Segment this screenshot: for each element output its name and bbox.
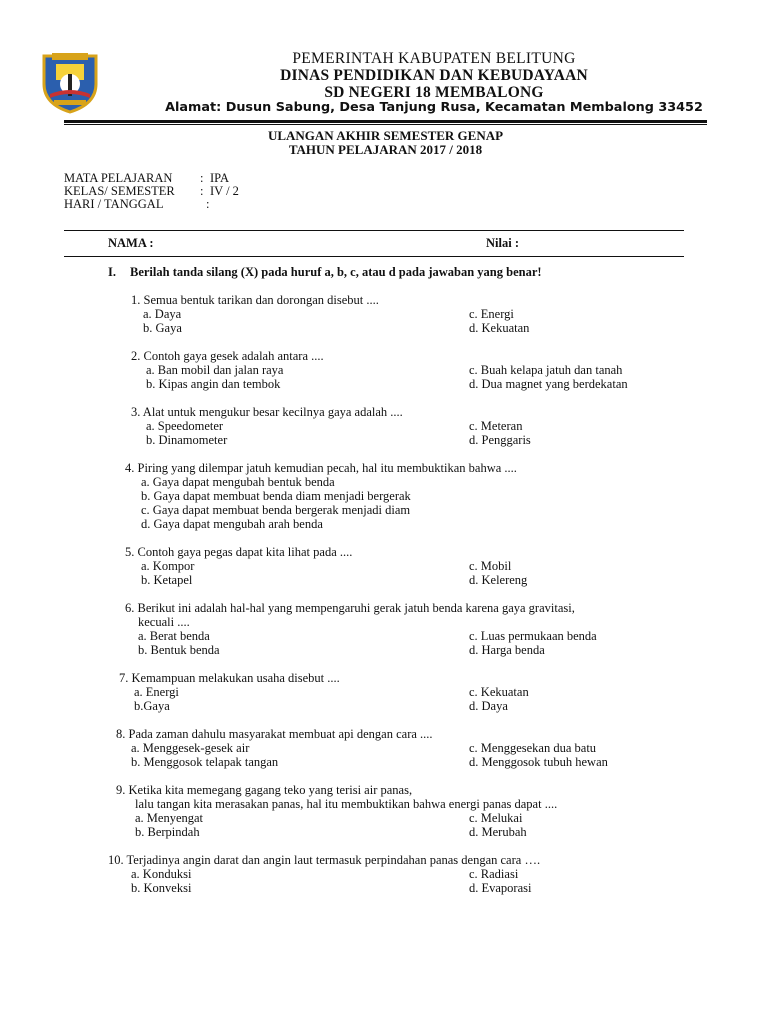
header-department: DINAS PENDIDIKAN DAN KEBUDAYAAN <box>280 67 588 84</box>
question-text: 4. Piring yang dilempar jatuh kemudian pecah, hal itu membuktikan bahwa .... <box>125 461 517 475</box>
meta-value: IPA <box>210 171 229 185</box>
option-a: a. Menyengat <box>135 811 204 825</box>
option-b: b. Menggosok telapak tangan <box>131 755 279 769</box>
question-text-continued: kecuali .... <box>138 615 190 629</box>
meta-sep: : <box>200 171 204 185</box>
question-text: 3. Alat untuk mengukur besar kecilnya gaya adalah .... <box>131 405 403 419</box>
option-c: c. Melukai <box>469 811 523 825</box>
option-a: a. Berat benda <box>138 629 210 643</box>
option-b: b. Gaya dapat membuat benda diam menjadi bergerak <box>141 489 411 503</box>
section-number: I. <box>108 265 116 279</box>
header-government: PEMERINTAH KABUPATEN BELITUNG <box>292 50 576 67</box>
option-a: a. Menggesek-gesek air <box>131 741 250 755</box>
option-c: c. Meteran <box>469 419 523 433</box>
option-b: b.Gaya <box>134 699 170 713</box>
question-text-continued: lalu tangan kita merasakan panas, hal itu membuktikan bahwa energi panas dapat .... <box>135 797 558 811</box>
option-a: a. Ban mobil dan jalan raya <box>146 363 284 377</box>
option-a: a. Konduksi <box>131 867 192 881</box>
student-name-label: NAMA : <box>108 236 154 250</box>
name-box-bottom-line <box>64 256 684 257</box>
question-text: 6. Berikut ini adalah hal-hal yang mempengaruhi gerak jatuh benda karena gaya gravitasi, <box>125 601 575 615</box>
option-d: d. Kekuatan <box>469 321 530 335</box>
option-b: b. Bentuk benda <box>138 643 220 657</box>
option-b: b. Ketapel <box>141 573 193 587</box>
option-c: c. Kekuatan <box>469 685 529 699</box>
option-a: a. Gaya dapat mengubah bentuk benda <box>141 475 335 489</box>
question-text: 10. Terjadinya angin darat dan angin laut termasuk perpindahan panas dengan cara …. <box>108 853 541 867</box>
meta-date <box>64 197 216 212</box>
exam-year: TAHUN PELAJARAN 2017 / 2018 <box>288 142 483 157</box>
option-d: d. Gaya dapat mengubah arah benda <box>141 517 323 531</box>
option-d: d. Harga benda <box>469 643 545 657</box>
option-d: d. Merubah <box>469 825 527 839</box>
header-school: SD NEGERI 18 MEMBALONG <box>324 84 544 101</box>
header-divider-thin <box>64 124 707 125</box>
option-d: d. Kelereng <box>469 573 528 587</box>
option-c: c. Menggesekan dua batu <box>469 741 597 755</box>
option-c: c. Gaya dapat membuat benda bergerak menjadi diam <box>141 503 411 517</box>
option-c: c. Mobil <box>469 559 512 573</box>
option-b: b. Kipas angin dan tembok <box>146 377 281 391</box>
meta-value: IV / 2 <box>210 184 239 198</box>
option-c: c. Radiasi <box>469 867 519 881</box>
option-c: c. Buah kelapa jatuh dan tanah <box>469 363 623 377</box>
option-d: d. Evaporasi <box>469 881 532 895</box>
regency-logo <box>38 50 102 114</box>
meta-sep: : <box>200 184 204 198</box>
question-text: 2. Contoh gaya gesek adalah antara .... <box>131 349 324 363</box>
name-box-top-line <box>64 230 684 231</box>
option-d: d. Dua magnet yang berdekatan <box>469 377 628 391</box>
section-instruction <box>108 265 542 280</box>
question-text: 1. Semua bentuk tarikan dan dorongan disebut .... <box>131 293 379 307</box>
option-a: a. Energi <box>134 685 179 699</box>
option-a: a. Daya <box>143 307 182 321</box>
option-b: b. Dinamometer <box>146 433 228 447</box>
question-text: 5. Contoh gaya pegas dapat kita lihat pada .... <box>125 545 353 559</box>
option-b: b. Gaya <box>143 321 182 335</box>
meta-label: MATA PELAJARAN <box>64 171 173 185</box>
header-address: Alamat: Dusun Sabung, Desa Tanjung Rusa, Kecamatan Membalong 33452 <box>165 100 703 115</box>
option-a: a. Kompor <box>141 559 195 573</box>
option-c: c. Energi <box>469 307 514 321</box>
option-d: d. Menggosok tubuh hewan <box>469 755 608 769</box>
meta-label: KELAS/ SEMESTER <box>64 184 175 198</box>
option-a: a. Speedometer <box>146 419 224 433</box>
exam-title: ULANGAN AKHIR SEMESTER GENAP <box>267 128 504 143</box>
meta-label: HARI / TANGGAL <box>64 197 164 211</box>
option-c: c. Luas permukaan benda <box>469 629 597 643</box>
option-b: b. Konveksi <box>131 881 192 895</box>
option-d: d. Daya <box>469 699 508 713</box>
header-divider-thick <box>64 120 707 123</box>
meta-sep: : <box>206 197 210 211</box>
instruction-text: Berilah tanda silang (X) pada huruf a, b, c, atau d pada jawaban yang benar! <box>130 265 542 279</box>
option-d: d. Penggaris <box>469 433 531 447</box>
score-label: Nilai : <box>486 236 519 250</box>
question-text: 9. Ketika kita memegang gagang teko yang terisi air panas, <box>116 783 413 797</box>
question-text: 8. Pada zaman dahulu masyarakat membuat api dengan cara .... <box>116 727 433 741</box>
option-b: b. Berpindah <box>135 825 200 839</box>
question-text: 7. Kemampuan melakukan usaha disebut .... <box>119 671 340 685</box>
